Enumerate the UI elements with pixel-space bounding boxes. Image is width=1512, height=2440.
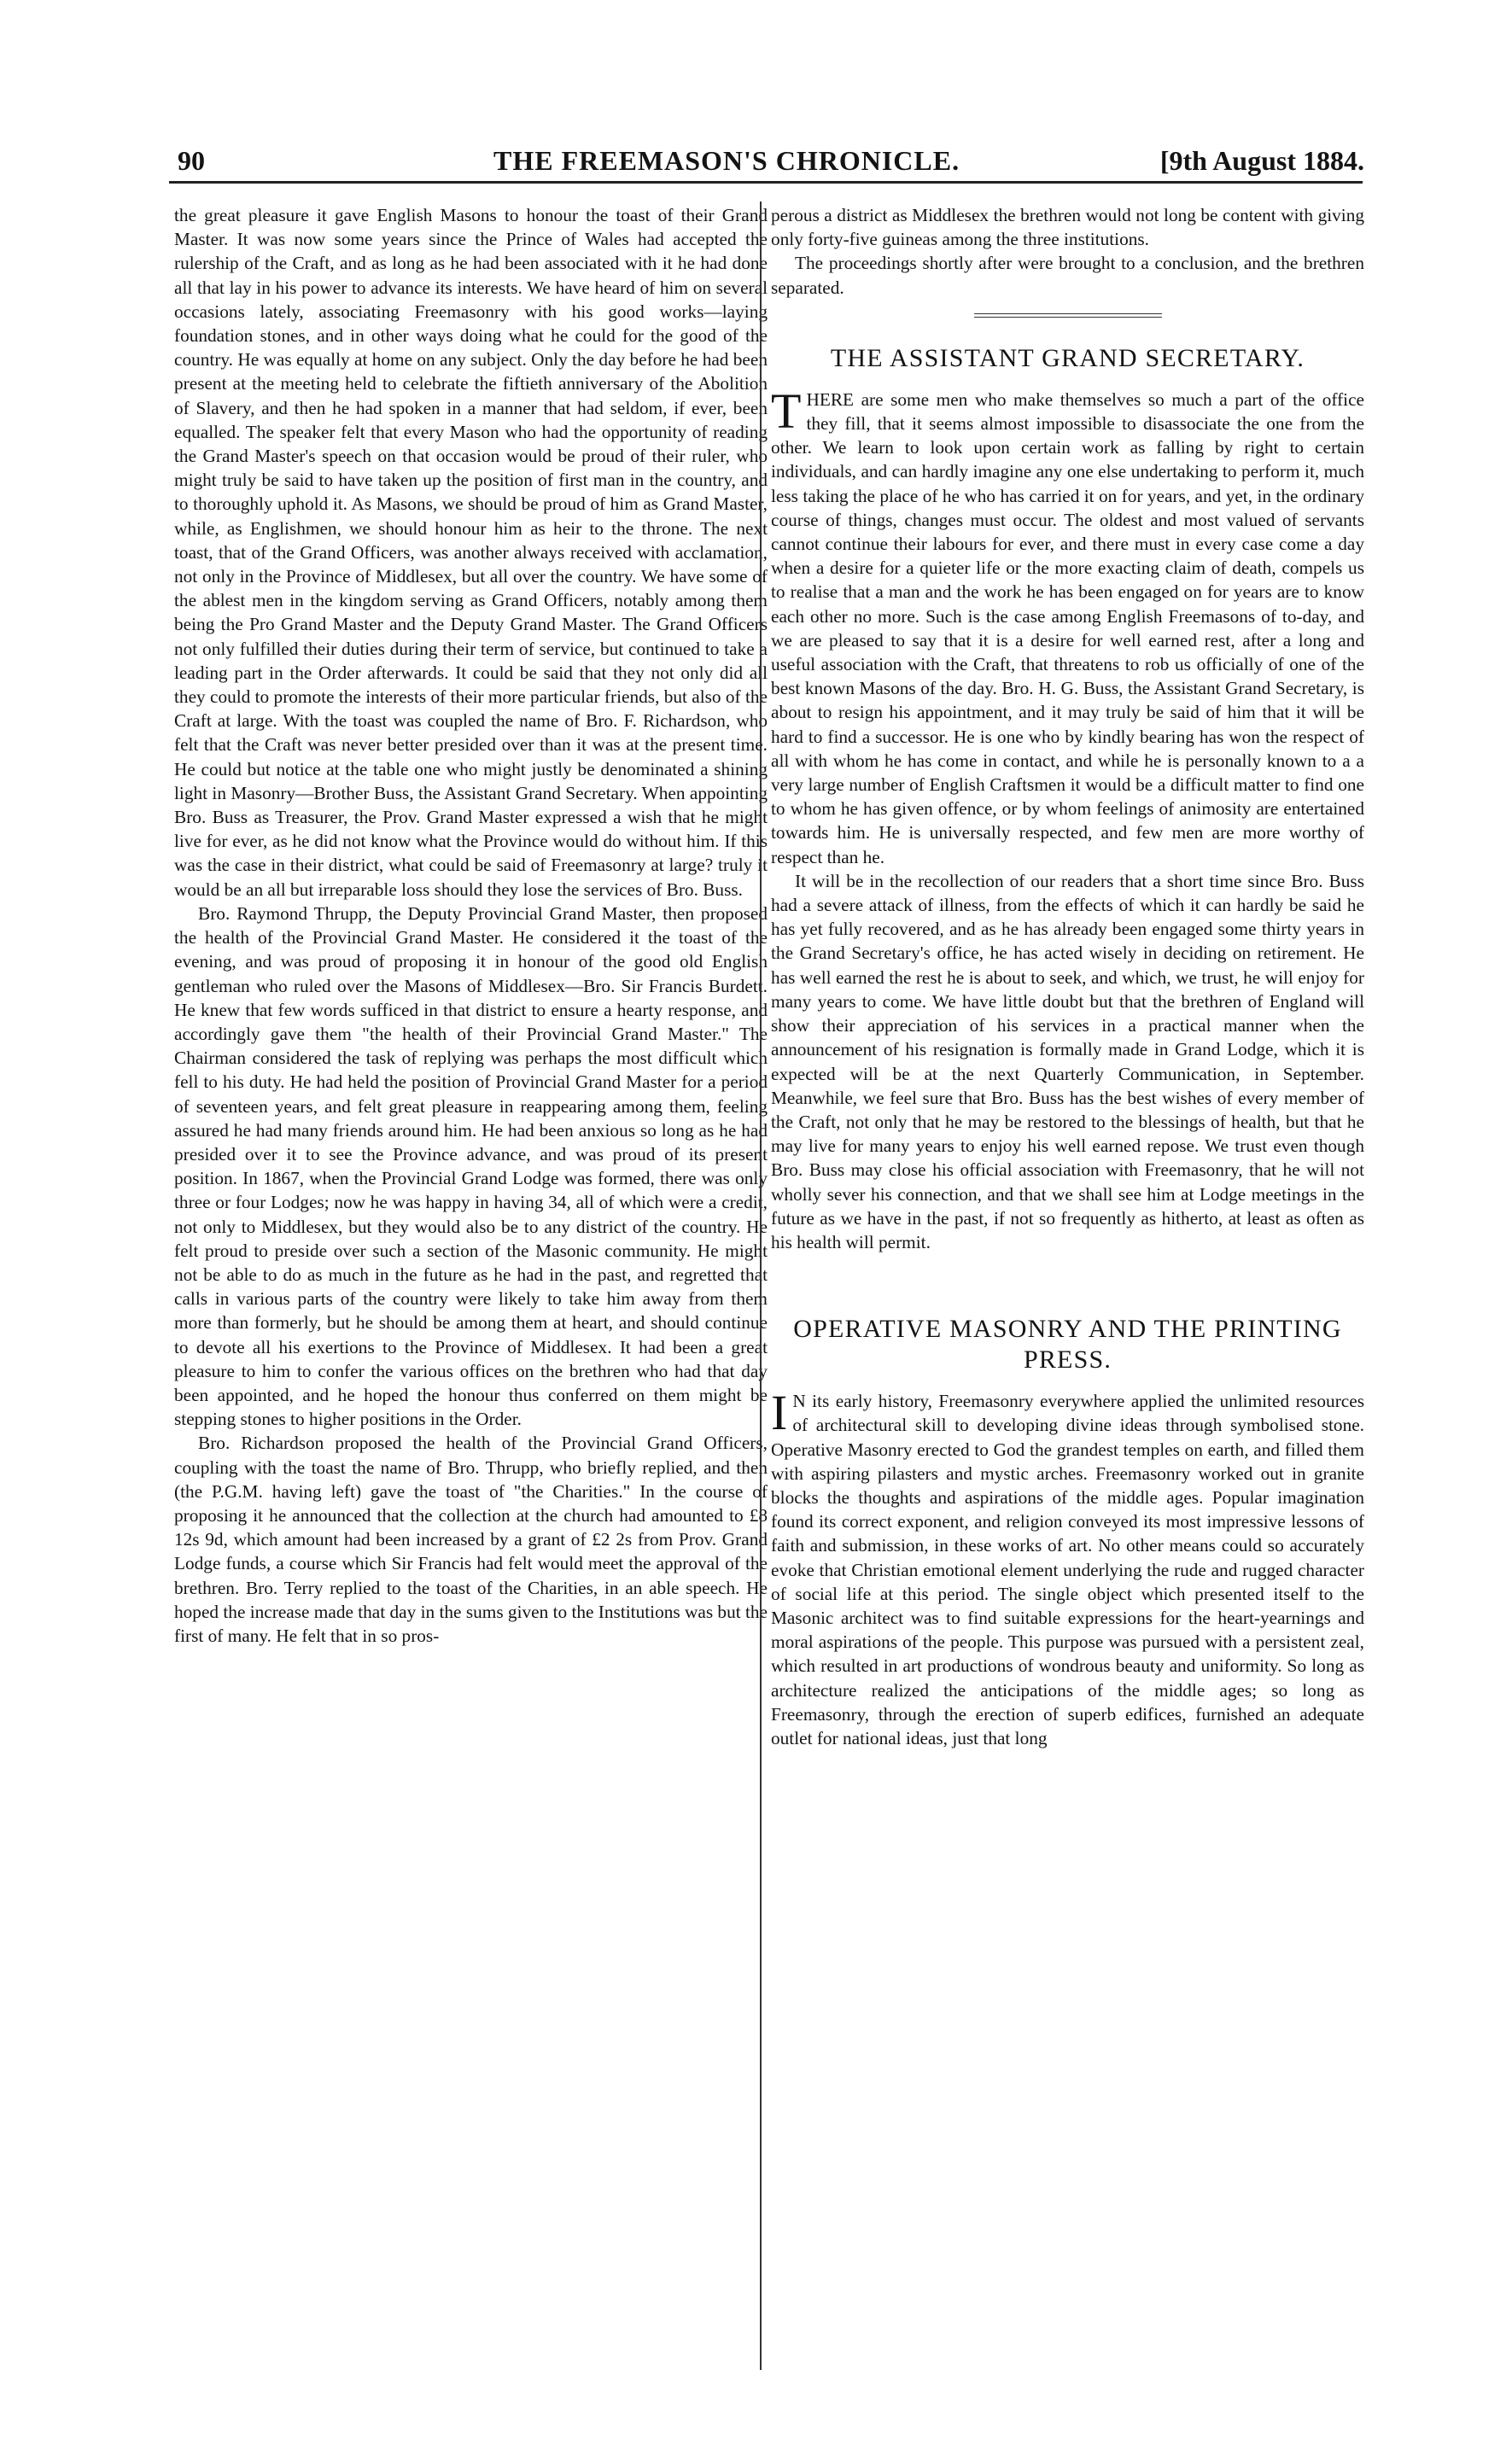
left-column <box>174 203 768 2372</box>
page-header <box>178 143 1364 178</box>
article-paragraph: THERE are some men who make themselves so much a part of the office they fill, that it seems almost impossible to disassociate the one from the other. We learn to look upon certain work as falling by right to certain individuals, and can hardly imagine any one else undertaking to perform it, much less taking the place of he who has carried it on for years, and yet, in the ordinary course of things, changes must occur. The oldest and most valued of servants cannot continue their labours for ever, and there must in every case come a day when a desire for a quieter life or the more exacting claim of death, compels us to realise that a man and the work he has been engaged on for years are to know each other no more. Such is the case among English Freemasons of to-day, and we are pleased to say that it is a desire for well earned rest, after a long and useful association with the Craft, that threatens to rob us officially of one of the best known Masons of the day. Bro. H. G. Buss, the Assistant Grand Secretary, is about to resign his appointment, and it may truly be said of him that it will be hard to find a successor. He is one who by kindly bearing has won the respect of all with whom he has come in contact, and while he is personally known to a a very large number of English Craftsmen it would be a difficult matter to find one to whom he has given offence, or by whom feelings of animosity are entertained towards him. He is universally respected, and few men are more worthy of respect than he. <box>771 382 1364 867</box>
left-paragraph: the great pleasure it gave English Masons to honour the toast of their Grand Master. It was now some years since the Prince of Wales had accepted the rulership of the Craft, and as long as he had been associated with it he had done all that lay in his power to advance its interests. We have heard of him on several occasions lately, associating Freemasonry with his good works—laying foundation stones, and in other ways doing what he could for the good of the country. He was equally at home on any subject. Only the day before he had been present at the meeting held to celebrate the fiftieth anniversary of the Abolition of Slavery, and then he had spoken in a manner that had seldom, if ever, been equalled. The speaker felt that every Mason who had the opportunity of reading the Grand Master's speech on that occasion would be proud of their ruler, who might truly be said to have taken up the position of first man in the country, and to thoroughly uphold it. As Masons, we should be proud of him as Grand Master, while, as Englishmen, we should honour him as heir to the throne. The next toast, that of the Grand Officers, was another always received with acclamation, not only in the Province of Middlesex, but all over the country. We have some of the ablest men in the kingdom serving as Grand Officers, notably among them being the Pro Grand Master and the Deputy Grand Master. The Grand Officers not only fulfilled their duties during their term of service, but continued to take a leading part in the Order afterwards. It could be said that they not only did all they could to promote the interests of their more particular friends, but also of the Craft at large. With the toast was coupled the name of Bro. F. Richardson, who felt that the Craft was never better presided over than it was at the present time. He could but notice at the table one who might justly be denominated a shining light in Masonry—Brother Buss, the Assistant Grand Secretary. When appointing Bro. Buss as Treasurer, the Prov. Grand Master expressed a wish that he might live for ever, as he did not know what the Province would do without him. If this was the case in their district, what could be said of Freemasonry at large? truly it would be an all but irreparable loss should they lose the services of Bro. Buss. <box>174 205 768 900</box>
column-divider <box>760 201 762 2370</box>
section-separator <box>974 313 1162 318</box>
left-paragraph: Bro. Richardson proposed the health of the Provincial Grand Officers, coupling with the toast the name of Bro. Thrupp, who briefly replied, and then (the P.G.M. having left) gave the toast of "the Charities." In the course of proposing it he announced that the collection at the church had amounted to £8 12s 9d, which amount had been increased by a grant of £2 2s from Prov. Grand Lodge funds, a course which Sir Francis had felt would meet the approval of the brethren. Bro. Terry replied to the toast of the Charities, in an able speech. He hoped the increase made that day in the sums given to the Institutions was but the first of many. He felt that in so pros- <box>174 1433 768 1646</box>
article-title: OPERATIVE MASONRY AND THE PRINTING PRESS. <box>793 1315 1342 1375</box>
article-title: THE ASSISTANT GRAND SECRETARY. <box>830 343 1305 372</box>
article-paragraph: IN its early history, Freemasonry everywhere applied the unlimited resources of architectural skill to developing divine ideas through symbolised stone. Operative Masonry erected to God the grandest temples on earth, and filled them with aspiring pilasters and mystic arches. Freemasonry worked out in granite blocks the thoughts and aspirations of the middle ages. Popular imagination found its correct exponent, and religion conveyed its most impressive lessons of faith and submission, in these works of art. No other means could so accurately evoke that Christian emotional element underlying the rude and rugged character of social life at this period. The single object which presented itself to the Masonic architect was to find suitable expressions for the heart-yearnings and moral aspirations of the people. This purpose was pursued with a persistent zeal, which resulted in art productions of wondrous beauty and uniformity. So long as architecture realized the anticipations of the middle ages; so long as Freemasonry, through the erection of superb edifices, furnished an adequate outlet for national ideas, just that long <box>771 1385 1364 1748</box>
article-paragraph: It will be in the recollection of our readers that a short time since Bro. Buss had a severe attack of illness, from the effects of which it can hardly be said he has yet fully recovered, and as he has already been engaged some thirty years in the Grand Secretary's office, he has acted wisely in deciding on retirement. He has well earned the rest he is about to seek, and which, we trust, he will enjoy for many years to come. We have little doubt but that the brethren of England will show their appreciation of his services in a practical manner when the announcement of his resignation is formally made in Grand Lodge, which it is expected will be at the next Quarterly Communication, in September. Meanwhile, we feel sure that Bro. Buss has the best wishes of every member of the Craft, not only that he may be restored to the blessings of health, but that he may live for many years to enjoy his well earned repose. We trust even though Bro. Buss may close his official association with Freemasonry, that he will not wholly sever his connection, and that we shall see him at Lodge meetings in the future as we have in the past, if not so frequently as hitherto, at least as often as his health will permit. <box>771 870 1364 1252</box>
header-rule <box>169 181 1363 184</box>
right-paragraph: perous a district as Middlesex the brethren would not long be content with giving only forty-five guineas among the three institutions. <box>771 205 1364 250</box>
issue-date: [9th August 1884. <box>1159 145 1364 176</box>
right-paragraph: The proceedings shortly after were brought to a conclusion, and the brethren separated. <box>771 253 1364 298</box>
page-number: 90 <box>178 145 205 176</box>
publication-title: THE FREEMASON'S CHRONICLE. <box>493 145 960 176</box>
left-paragraph: Bro. Raymond Thrupp, the Deputy Provincial Grand Master, then proposed the health of the Provincial Grand Master. He considered it the toast of the evening, and was proud of proposing it in honour of the good old English gentleman who ruled over the Masons of Middlesex—Bro. Sir Francis Burdett. He knew that few words sufficed in that district to ensure a hearty response, and accordingly gave them "the health of their Provincial Grand Master." The Chairman considered the task of replying was perhaps the most difficult which fell to his duty. He had held the position of Provincial Grand Master for a period of seventeen years, and felt great pleasure in reappearing among them, feeling assured he had many friends around him. He had been anxious so long as he had presided over it to see the Province advance, and was proud of its present position. In 1867, when the Provincial Grand Lodge was formed, there was only three or four Lodges; now he was happy in having 34, all of which were a credit, not only to Middlesex, but they would also be to any district of the country. He felt proud to preside over such a section of the Masonic community. He might not be able to do as much in the future as he had in the past, and regretted that calls in various parts of the country were likely to take him away from them more than formerly, but he should be among them at heart, and should continue to devote all his exertions to the Province of Middlesex. It had been a great pleasure to him to confer the various offices on the brethren who had that day been appointed, and he hoped the honour thus conferred on them might be stepping stones to higher positions in the Order. <box>174 902 768 1430</box>
right-column <box>771 203 1364 2372</box>
